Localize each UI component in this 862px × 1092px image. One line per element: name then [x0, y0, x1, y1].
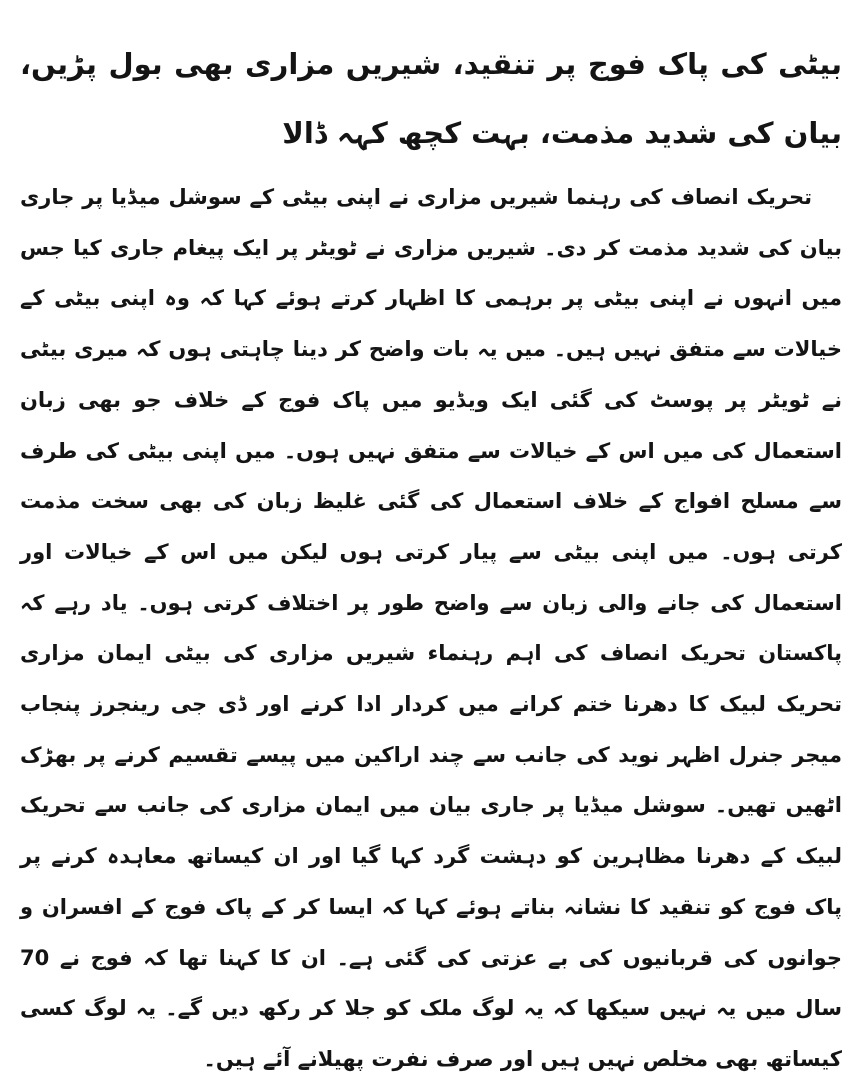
article-headline: بیٹی کی پاک فوج پر تنقید، شیریں مزاری بھی بول پڑیں، بیان کی شدید مذمت، بہت کچھ کہہ ڈالا — [20, 47, 842, 150]
article-body: تحریک انصاف کی رہنما شیریں مزاری نے اپنی بیٹی کے سوشل میڈیا پر جاری بیان کی شدید مذمت کر دی۔ شیریں مزاری نے ٹویٹر پر ایک پیغام جاری کیا جس میں انہوں نے اپنی بیٹی پر برہمی کا اظہار کرتے ہوئے کہا کہ وہ اپنی بیٹی کے خیالات سے متفق نہیں ہیں۔ میں یہ بات واضح کر دینا چاہتی ہوں کہ میری بیٹی نے ٹویٹر پر پوسٹ کی گئی ایک ویڈیو میں پاک فوج کے خلاف جو بھی زبان استعمال کی میں اس کے خیالات سے متفق نہیں ہوں۔ میں اپنی بیٹی کی طرف سے مسلح افواج کے خلاف استعمال کی گئی غلیظ زبان کی بھی سخت مذمت کرتی ہوں۔ میں اپنی بیٹی سے پیار کرتی ہوں لیکن میں اس کے خیالات اور استعمال کی جانے والی زبان سے واضح طور پر اختلاف کرتی ہوں۔ یاد رہے کہ پاکستان تحریک انصاف کی اہم رہنماء شیریں مزاری کی بیٹی ایمان مزاری تحریک لبیک کا دھرنا ختم کرانے میں کردار ادا کرنے اور ڈی جی رینجرز پنجاب میجر جنرل اظہر نوید کی جانب سے چند اراکین میں پیسے تقسیم کرنے پر بھڑک اٹھیں تھیں۔ سوشل میڈیا پر جاری بیان میں ایمان مزاری کی جانب سے تحریک لبیک کے دھرنا مظاہرین کو دہشت گرد کہا گیا اور ان کیساتھ معاہدہ کرنے پر پاک فوج کو تنقید کا نشانہ بناتے ہوئے کہا کہ ایسا کر کے پاک فوج کے افسران و جوانوں کی قربانیوں کی بے عزتی کی گئی ہے۔ ان کا کہنا تھا کہ فوج نے 70 سال میں یہ نہیں سیکھا کہ یہ لوگ ملک کو جلا کر رکھ دیں گے۔ یہ لوگ کسی کیساتھ بھی مخلص نہیں ہیں اور صرف نفرت پھیلانے آئے ہیں۔ — [20, 185, 842, 1071]
